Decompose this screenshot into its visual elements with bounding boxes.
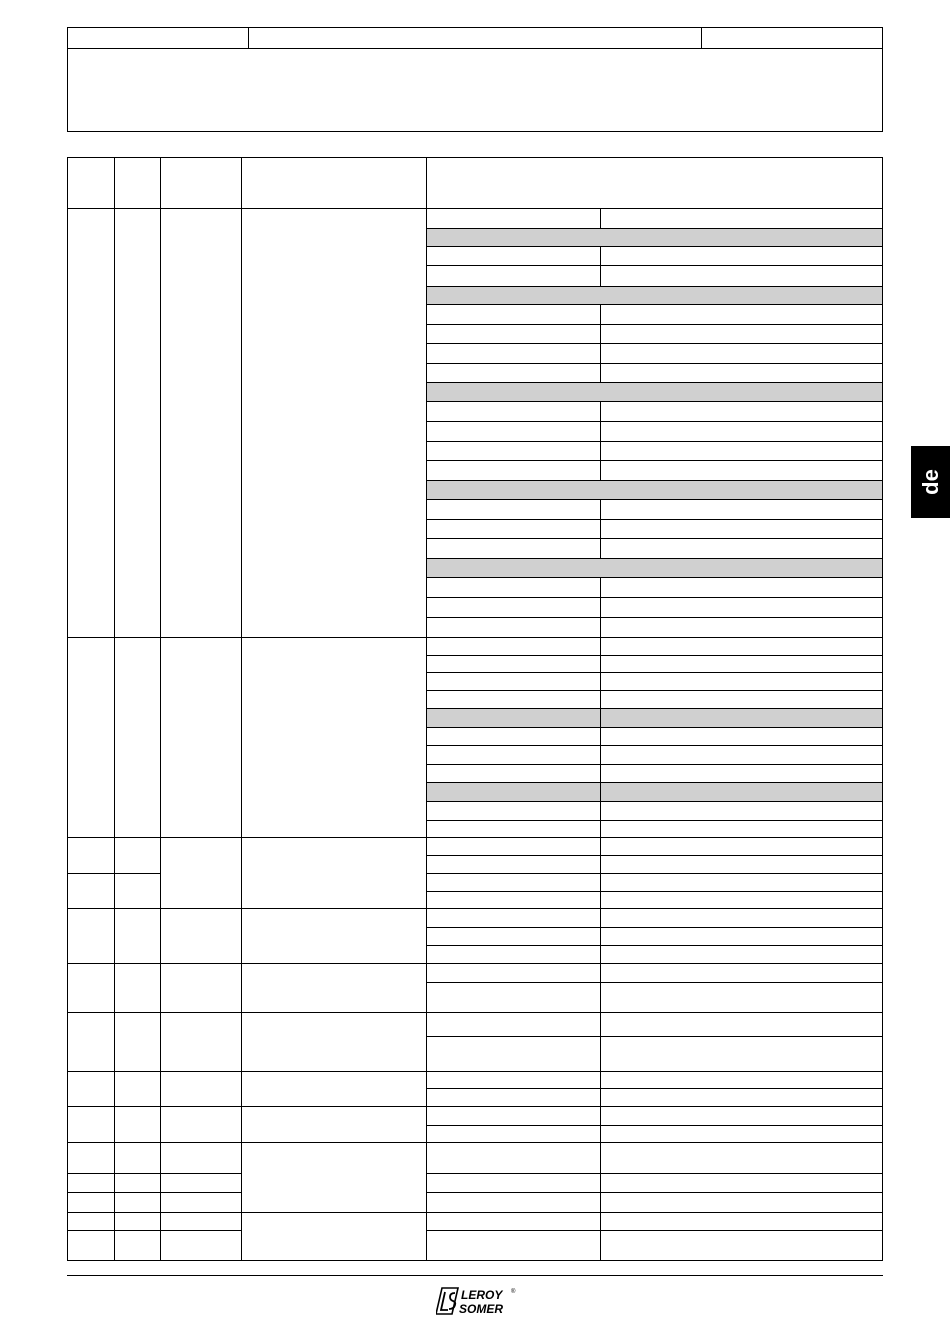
language-tab[interactable] (911, 446, 950, 518)
row-divider (426, 228, 883, 229)
row-divider (426, 401, 883, 402)
row-divider (426, 1173, 883, 1174)
row-divider (426, 1036, 883, 1037)
group-divider (67, 908, 883, 909)
footer-rule (67, 1275, 883, 1276)
row-divider (426, 460, 883, 461)
row-divider (426, 265, 883, 266)
row-divider (426, 801, 883, 802)
sub-column-divider (600, 499, 601, 558)
row-divider (426, 690, 883, 691)
row-divider (426, 343, 883, 344)
column-divider (114, 157, 115, 1261)
row-divider (426, 558, 883, 559)
row-divider (426, 363, 883, 364)
column-divider (426, 157, 427, 1261)
header-row-divider (67, 208, 883, 209)
row-divider (426, 1125, 883, 1126)
row-divider (426, 538, 883, 539)
row-divider (426, 480, 883, 481)
group-divider (67, 1212, 883, 1213)
row-divider (426, 1088, 883, 1089)
sub-column-divider (600, 304, 601, 382)
row-divider (426, 782, 883, 783)
row-divider (426, 597, 883, 598)
row-divider (67, 1230, 241, 1231)
sub-column-divider (600, 208, 601, 228)
row-divider (426, 324, 883, 325)
logo-line2: SOMER (459, 1302, 504, 1316)
row-divider (426, 873, 883, 874)
row-divider (426, 764, 883, 765)
row-divider (426, 304, 883, 305)
column-divider (160, 157, 161, 1261)
header-col-divider (701, 27, 702, 49)
row-divider (426, 577, 883, 578)
row-divider (426, 927, 883, 928)
row-divider (426, 421, 883, 422)
row-divider (426, 441, 883, 442)
row-divider (426, 727, 883, 728)
row-divider (426, 519, 883, 520)
group-divider (67, 1106, 883, 1107)
sub-column-divider (600, 577, 601, 1261)
row-divider (67, 1173, 241, 1174)
language-tab-label: de (917, 469, 943, 495)
row-divider (426, 745, 883, 746)
group-divider (67, 1071, 883, 1072)
group-divider (67, 1012, 883, 1013)
header-box (67, 27, 883, 132)
row-divider (426, 655, 883, 656)
header-col-divider (248, 27, 249, 49)
column-divider (241, 157, 242, 1261)
row-divider (426, 708, 883, 709)
logo-line1: LEROY (461, 1288, 503, 1302)
leroy-somer-logo (436, 1285, 518, 1317)
row-divider (426, 1230, 883, 1231)
row-divider (426, 672, 883, 673)
row-divider (67, 1192, 241, 1193)
row-divider (426, 820, 883, 821)
row-divider (426, 617, 883, 618)
row-divider (426, 382, 883, 383)
table-frame (67, 157, 883, 1261)
row-divider (426, 246, 883, 247)
sub-column-divider (600, 401, 601, 480)
group-divider (67, 1142, 883, 1143)
group-divider (67, 837, 883, 838)
row-divider (426, 945, 883, 946)
row-divider (426, 891, 883, 892)
row-divider (426, 982, 883, 983)
header-divider (67, 48, 883, 49)
row-divider (426, 1192, 883, 1193)
row-divider (426, 499, 883, 500)
sub-column-divider (600, 246, 601, 286)
logo-registered: ® (511, 1289, 516, 1295)
row-divider (426, 855, 883, 856)
row-divider (67, 873, 160, 874)
group-divider (67, 963, 883, 964)
row-divider (426, 286, 883, 287)
group-divider (67, 637, 883, 638)
